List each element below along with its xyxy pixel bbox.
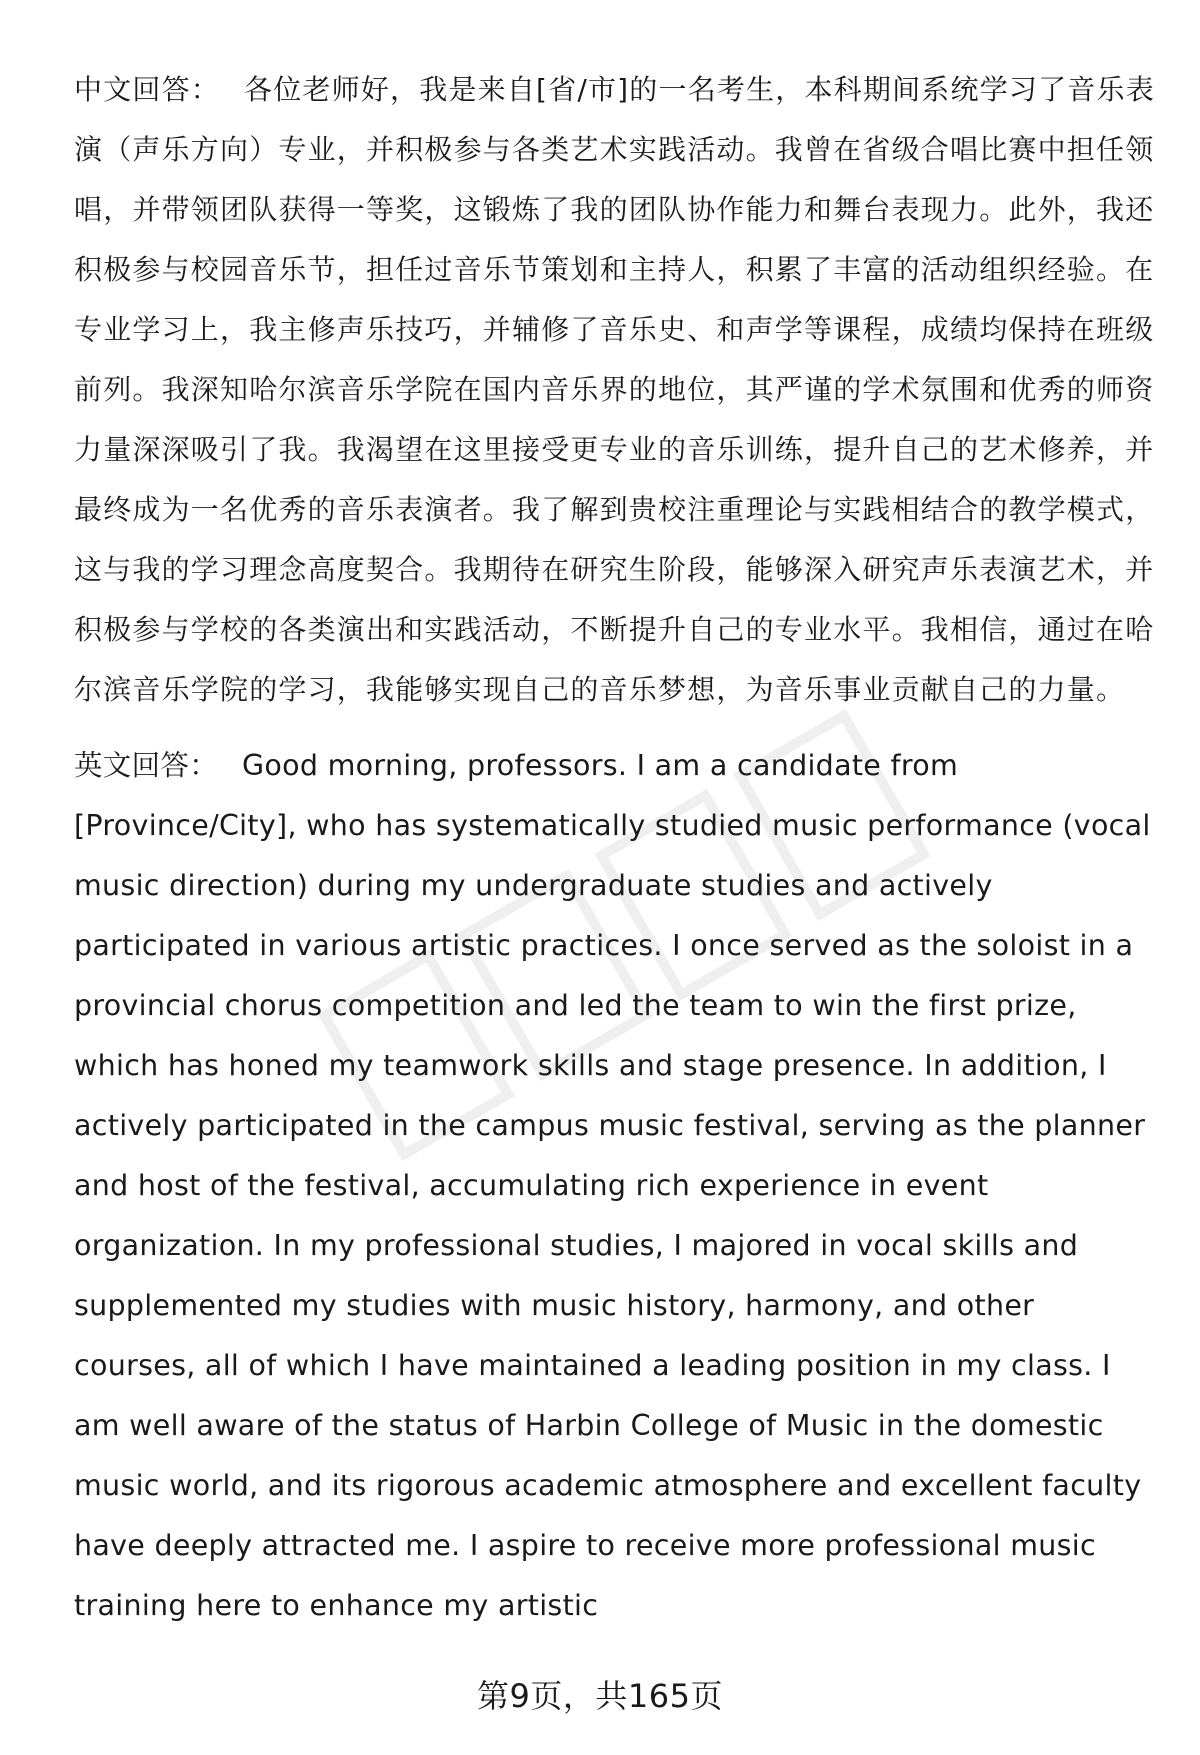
chinese-answer-paragraph (74, 60, 1160, 720)
chinese-answer-label: 中文回答： (74, 73, 221, 106)
english-answer-text: Good morning, professors. I am a candidate from [Province/City], who has systematically studied music performance (vocal music direction) during my undergraduate studies and actively participated in various artistic practices. I once served as the soloist in a provincial chorus competition and led the team to win the first prize, which has honed my teamwork skills and stage presence. In addition, I actively participated in the campus music festival, serving as the planner and host of the festival, accumulating rich experience in event organization. In my professional studies, I majored in vocal skills and supplemented my studies with music history, harmony, and other courses, all of which I have maintained a leading position in my class. I am well aware of the status of Harbin College of Music in the domestic music world, and its rigorous academic atmosphere and excellent faculty have deeply attracted me. I aspire to receive more professional music training here to enhance my artistic (74, 749, 1151, 1622)
english-answer-label: 英文回答： (74, 749, 219, 782)
document-body (74, 60, 1160, 1636)
chinese-answer-text: 各位老师好，我是来自[省/市]的一名考生，本科期间系统学习了音乐表演（声乐方向）专业，并积极参与各类艺术实践活动。我曾在省级合唱比赛中担任领唱，并带领团队获得一等奖，这锻炼了我的团队协作能力和舞台表现力。此外，我还积极参与校园音乐节，担任过音乐节策划和主持人，积累了丰富的活动组织经验。在专业学习上，我主修声乐技巧，并辅修了音乐史、和声学等课程，成绩均保持在班级前列。我深知哈尔滨音乐学院在国内音乐界的地位，其严谨的学术氛围和优秀的师资力量深深吸引了我。我渴望在这里接受更专业的音乐训练，提升自己的艺术修养，并最终成为一名优秀的音乐表演者。我了解到贵校注重理论与实践相结合的教学模式，这与我的学习理念高度契合。我期待在研究生阶段，能够深入研究声乐表演艺术，并积极参与学校的各类演出和实践活动，不断提升自己的专业水平。我相信，通过在哈尔滨音乐学院的学习，我能够实现自己的音乐梦想，为音乐事业贡献自己的力量。 (74, 73, 1155, 706)
page-number-footer: 第9页，共165页 (477, 1677, 723, 1715)
english-answer-paragraph (74, 736, 1160, 1636)
